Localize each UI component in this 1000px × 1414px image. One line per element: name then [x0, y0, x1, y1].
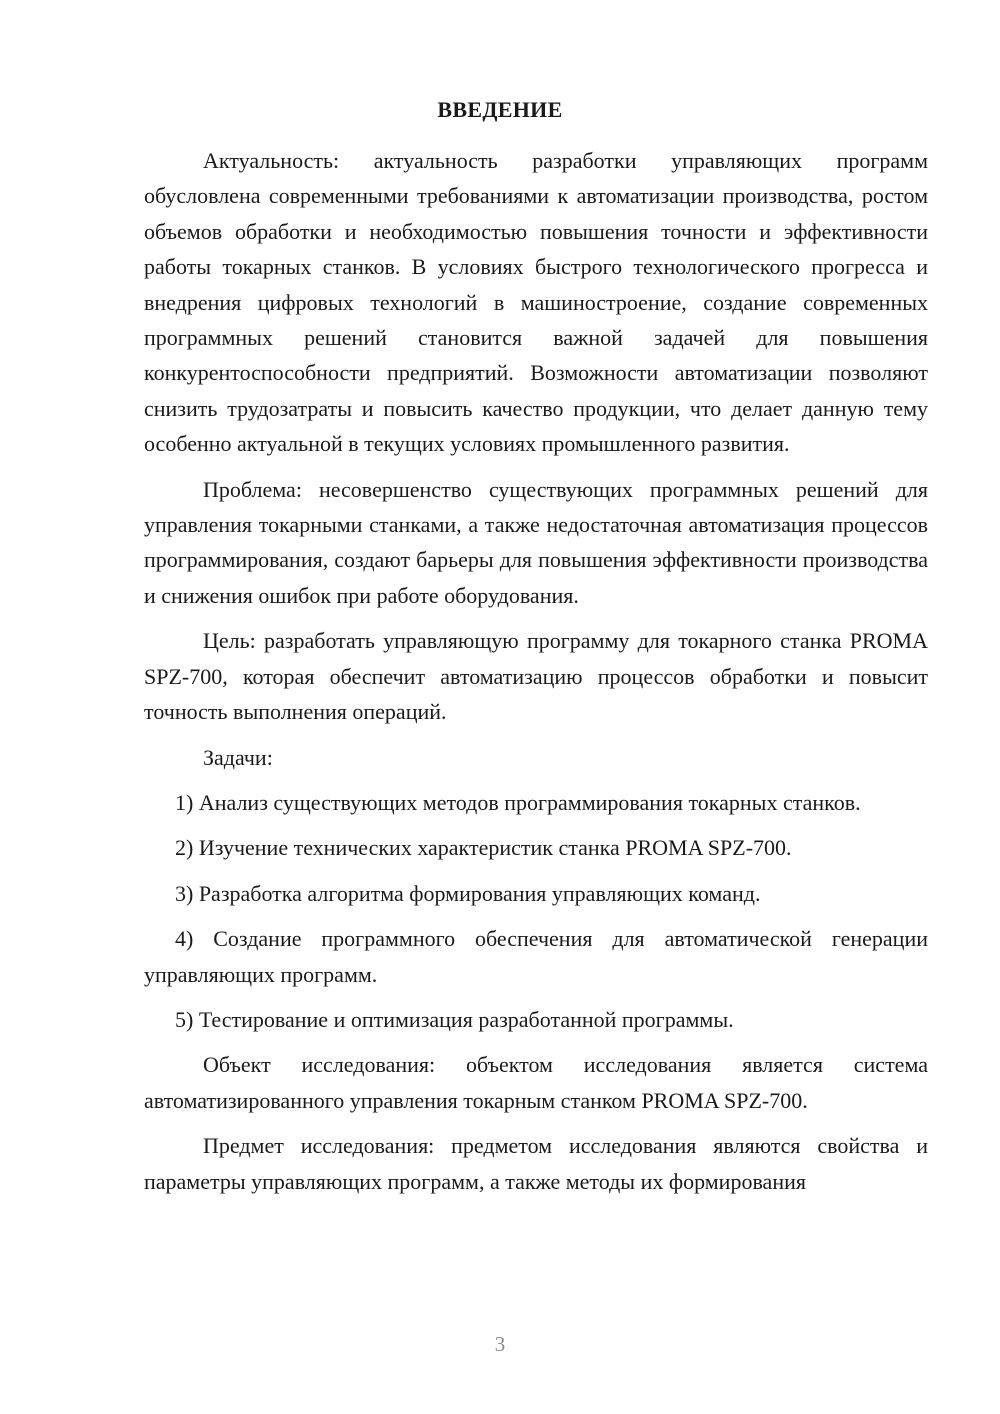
- paragraph-subject: Предмет исследования: предметом исследования являются свойства и параметры управляющих программ, а также методы их формирования: [144, 1133, 928, 1194]
- paragraph-object: Объект исследования: объектом исследования является система автоматизированного управления токарным станком PROMA SPZ-700.: [144, 1052, 928, 1113]
- task-item: 5) Тестирование и оптимизация разработанной программы.: [175, 1006, 734, 1032]
- task-item: 4) Создание программного обеспечения для автоматической генерации управляющих программ.: [144, 926, 928, 987]
- task-item: 2) Изучение технических характеристик станка PROMA SPZ-700.: [175, 835, 792, 861]
- page-title: ВВЕДЕНИЕ: [437, 97, 563, 122]
- task-item: 3) Разработка алгоритма формирования управляющих команд.: [175, 880, 761, 906]
- document-body: [144, 143, 928, 1209]
- tasks-heading: Задачи:: [203, 744, 273, 770]
- task-item: 1) Анализ существующих методов программирования токарных станков.: [175, 789, 861, 815]
- paragraph-problem: Проблема: несовершенство существующих программных решений для управления токарными станками, а также недостаточная автоматизация процессов программирования, создают барьеры для повышения эффективности производства и снижения ошибок при работе оборудования.: [144, 476, 928, 608]
- paragraph-relevance: Актуальность: актуальность разработки управляющих программ обусловлена современными требованиями к автоматизации производства, ростом объемов обработки и необходимостью повышения точности и эффективности работы токарных станков. В условиях быстрого технологического прогресса и внедрения цифровых технологий в машиностроение, создание современных программных решений становится важной задачей для повышения конкурентоспособности предприятий. Возможности автоматизации позволяют снизить трудозатраты и повысить качество продукции, что делает данную тему особенно актуальной в текущих условиях промышленного развития.: [144, 148, 928, 457]
- paragraph-goal: Цель: разработать управляющую программу для токарного станка PROMA SPZ-700, которая обеспечит автоматизацию процессов обработки и повысит точность выполнения операций.: [144, 628, 928, 725]
- page-number: 3: [494, 1332, 506, 1356]
